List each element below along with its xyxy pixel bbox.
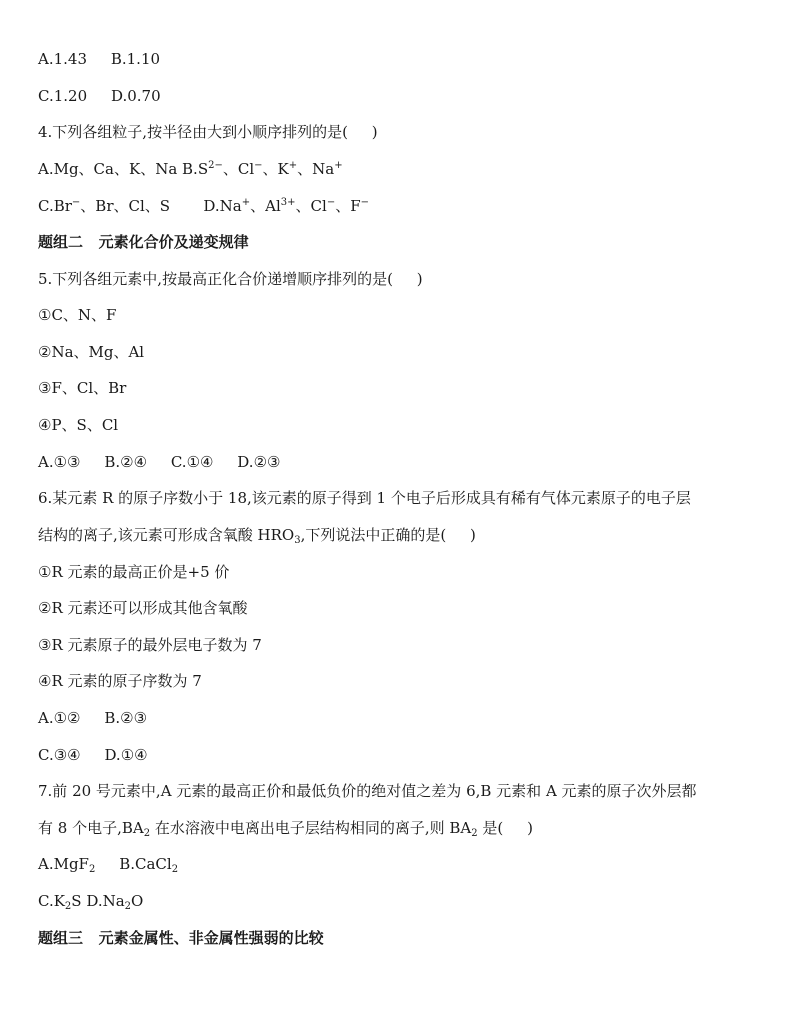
text-run: 结构的离子,该元素可形成含氧酸 HRO [38,526,295,544]
text-run: ③R 元素原子的最外层电子数为 7 [38,636,262,654]
text-run: 题组二 元素化合价及递变规律 [38,233,249,251]
text-run: ①C、N、F [38,306,117,324]
text-line [38,671,202,691]
text-run: ④P、S、Cl [38,416,119,434]
superscript: 3+ [280,197,296,208]
superscript: 2− [208,160,223,171]
text-run: C.K [38,892,65,910]
superscript: − [360,197,370,208]
text-line [38,891,143,911]
text-run: A.Mg、Ca、K、Na B.S [38,160,209,178]
text-line [38,781,697,801]
subscript: 2 [171,864,179,875]
text-line [38,378,126,398]
text-line [38,305,116,325]
text-run: 有 8 个电子,BA [38,819,144,837]
text-line [38,452,280,472]
text-run: 5.下列各组元素中,按最高正化合价递增顺序排列的是( ) [38,270,423,288]
text-line [38,49,160,69]
subscript: 2 [143,828,151,839]
text-run: 7.前 20 号元素中,A 元素的最高正价和最低负价的绝对值之差为 6,B 元素和 A 元素的原子次外层都 [38,782,697,800]
text-run: ①R 元素的最高正价是+5 价 [38,563,230,581]
text-run: ②R 元素还可以形成其他含氧酸 [38,599,248,617]
text-line [38,745,148,765]
text-line [38,415,118,435]
text-run: 是( ) [477,819,533,837]
subscript: 2 [471,828,478,839]
text-line [38,818,533,838]
text-run: A.①② B.②③ [38,709,148,727]
text-line [38,159,343,179]
section-heading [38,232,249,252]
text-line [38,525,476,545]
text-run: 、Cl [295,197,327,215]
text-run: A.1.43 B.1.10 [38,50,161,68]
text-run: ③F、Cl、Br [38,379,127,397]
text-line [38,86,161,106]
superscript: − [326,197,336,208]
superscript: − [71,197,81,208]
text-run: 、Al [250,197,281,215]
text-run: 6.某元素 R 的原子序数小于 18,该元素的原子得到 1 个电子后形成具有稀有气体元素原子的电子层 [38,489,691,507]
text-run: 题组三 元素金属性、非金属性强弱的比较 [38,929,324,947]
text-run: C.③④ D.①④ [38,746,148,764]
text-run: 、F [335,197,361,215]
text-run: 、K [262,160,289,178]
text-run: O [131,892,144,910]
text-line [38,488,691,508]
subscript: 2 [124,901,132,912]
text-run: ,下列说法中正确的是( ) [300,526,476,544]
text-line [38,598,248,618]
superscript: − [254,160,263,171]
text-line [38,196,369,216]
text-line [38,269,423,289]
text-run: 、Cl [222,160,255,178]
subscript: 2 [88,864,96,875]
text-run: A.①③ B.②④ C.①④ D.②③ [38,453,281,471]
text-run: C.Br [38,197,72,215]
text-line [38,562,229,582]
text-run: 在水溶液中电离出电子层结构相同的离子,则 BA [150,819,472,837]
text-run: ④R 元素的原子序数为 7 [38,672,202,690]
subscript: 3 [294,535,301,546]
text-run: C.1.20 D.0.70 [38,87,161,105]
text-run: A.MgF [38,855,89,873]
text-line [38,854,178,874]
superscript: + [288,160,298,171]
text-run: B.CaCl [95,855,172,873]
text-line [38,635,262,655]
text-run: S D.Na [71,892,125,910]
subscript: 2 [64,901,72,912]
text-run: 4.下列各组粒子,按半径由大到小顺序排列的是( ) [38,123,378,141]
text-line [38,122,378,142]
text-line [38,708,147,728]
text-run: 、Br、Cl、S D.Na [80,197,242,215]
text-run: ②Na、Mg、Al [38,343,145,361]
superscript: + [241,197,251,208]
text-run: 、Na [297,160,335,178]
superscript: + [334,160,343,171]
text-line [38,342,144,362]
section-heading [38,928,324,948]
